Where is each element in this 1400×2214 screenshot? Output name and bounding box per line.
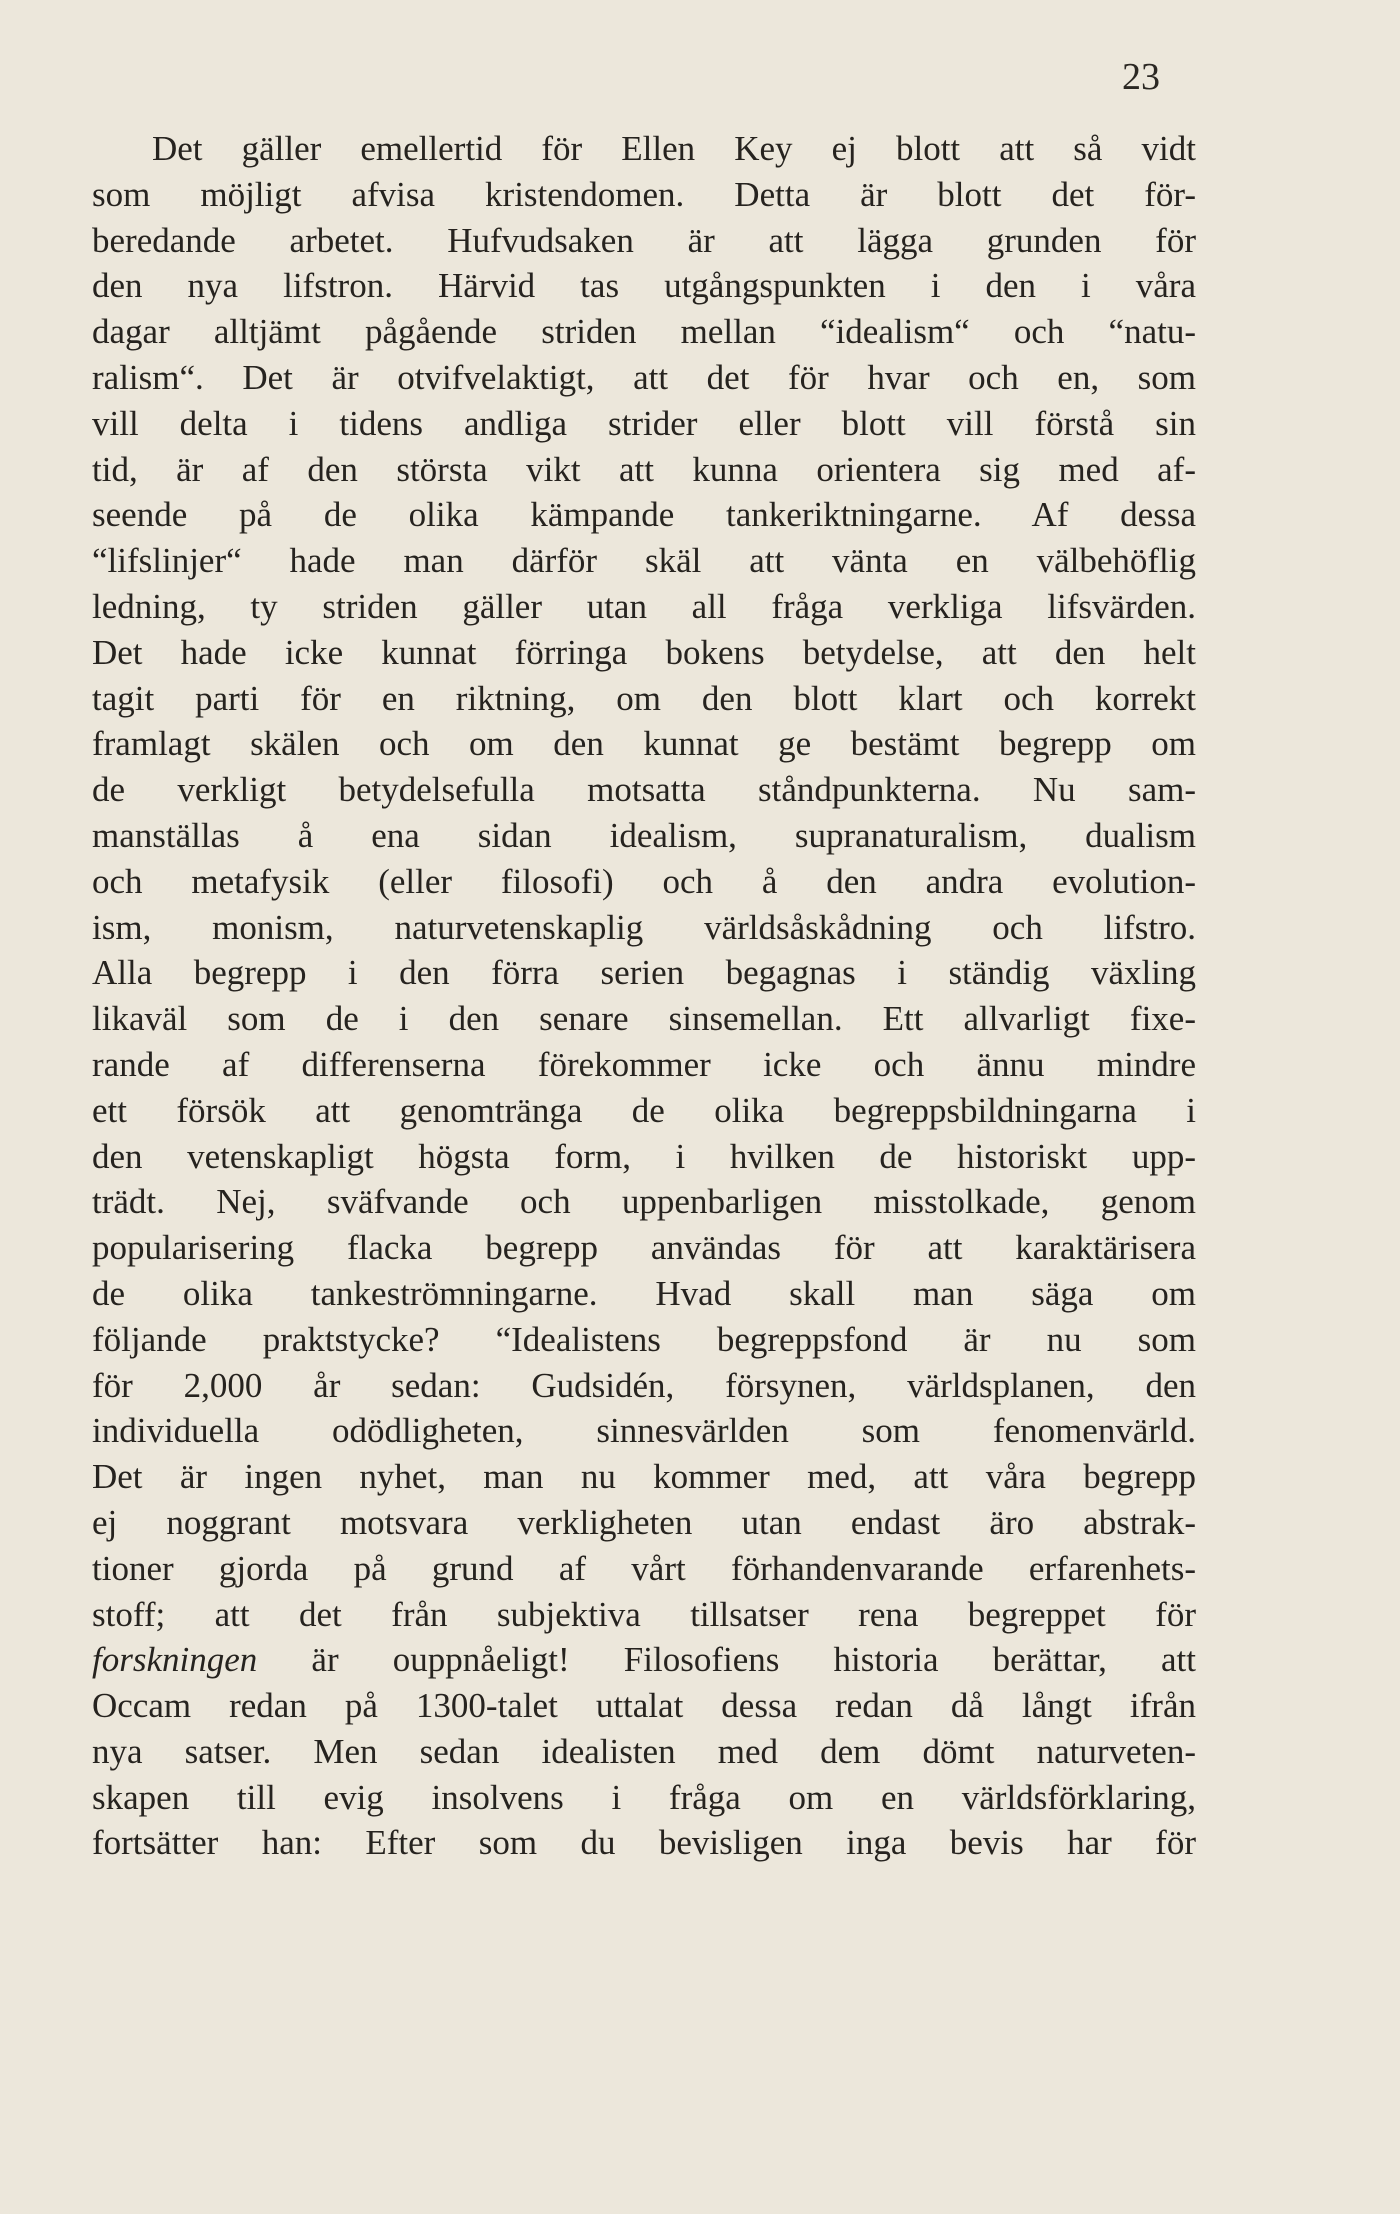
- text-line: ett försök att genomtränga de olika begreppsbildningarna i: [92, 1090, 1196, 1130]
- text-line: tid, är af den största vikt att kunna orientera sig med af-: [92, 449, 1196, 489]
- text-line: individuella odödligheten, sinnesvärlden som fenomenvärld.: [92, 1411, 1196, 1451]
- text-line: popularisering flacka begrepp användas för att karaktärisera: [92, 1228, 1196, 1268]
- text-line: manställas å ena sidan idealism, supranaturalism, dualism: [92, 815, 1196, 855]
- text-line: vill delta i tidens andliga strider eller blott vill förstå sin: [92, 403, 1196, 443]
- text-line: skapen till evig insolvens i fråga om en världsförklaring,: [92, 1777, 1196, 1817]
- text-line: seende på de olika kämpande tankeriktningarne. Af dessa: [92, 495, 1196, 535]
- text-line: för 2,000 år sedan: Gudsidén, försynen, världsplanen, den: [92, 1365, 1196, 1405]
- text-line: beredande arbetet. Hufvudsaken är att lägga grunden för: [92, 220, 1196, 260]
- text-line: de olika tankeströmningarne. Hvad skall man säga om: [92, 1273, 1196, 1313]
- text-line: stoff; att det från subjektiva tillsatser rena begreppet för: [92, 1594, 1196, 1634]
- text-line: dagar alltjämt pågående striden mellan “idealism“ och “natu-: [92, 312, 1196, 352]
- text-line: nya satser. Men sedan idealisten med dem dömt naturveten-: [92, 1731, 1196, 1771]
- text-line: trädt. Nej, sväfvande och uppenbarligen misstolkade, genom: [92, 1182, 1196, 1222]
- text-line: och metafysik (eller filosofi) och å den andra evolution-: [92, 861, 1196, 901]
- text-line: Det hade icke kunnat förringa bokens betydelse, att den helt: [92, 632, 1196, 672]
- text-line: Det gäller emellertid för Ellen Key ej blott att så vidt: [152, 129, 1196, 168]
- text-line: ism, monism, naturvetenskaplig världsåskådning och lifstro.: [92, 907, 1196, 947]
- text-line: “lifslinjer“ hade man därför skäl att vänta en välbehöflig: [92, 541, 1196, 581]
- page-number: 23: [1122, 56, 1160, 98]
- text-line: framlagt skälen och om den kunnat ge bestämt begrepp om: [92, 724, 1196, 764]
- text-line: rande af differenserna förekommer icke och ännu mindre: [92, 1044, 1196, 1084]
- text-line: tagit parti för en riktning, om den blott klart och korrekt: [92, 678, 1196, 718]
- text-line-italic: [92, 1637, 1196, 1683]
- text-line: följande praktstycke? “Idealistens begreppsfond är nu som: [92, 1319, 1196, 1359]
- text-line: fortsätter han: Efter som du bevisligen inga bevis har för: [92, 1823, 1196, 1863]
- text-line: ledning, ty striden gäller utan all fråga verkliga lifsvärden.: [92, 586, 1196, 626]
- text-line: tioner gjorda på grund af vårt förhandenvarande erfarenhets-: [92, 1548, 1196, 1588]
- italic-line-rest: är ouppnåeligt! Filosofiens historia berättar, att: [257, 1640, 1196, 1680]
- text-line: Alla begrepp i den förra serien begagnas i ständig växling: [92, 953, 1196, 993]
- text-line: den vetenskapligt högsta form, i hvilken de historiskt upp-: [92, 1136, 1196, 1176]
- text-line: den nya lifstron. Härvid tas utgångspunkten i den i våra: [92, 266, 1196, 306]
- text-line: Occam redan på 1300-talet uttalat dessa redan då långt ifrån: [92, 1686, 1196, 1726]
- text-line: de verkligt betydelsefulla motsatta ståndpunkterna. Nu sam-: [92, 770, 1196, 810]
- text-line: som möjligt afvisa kristendomen. Detta är blott det för-: [92, 174, 1196, 214]
- text-line: Det är ingen nyhet, man nu kommer med, att våra begrepp: [92, 1457, 1196, 1497]
- text-line: ralism“. Det är otvifvelaktigt, att det för hvar och en, som: [92, 357, 1196, 397]
- body-text: [92, 126, 1196, 1866]
- text-line: ej noggrant motsvara verkligheten utan endast äro abstrak-: [92, 1502, 1196, 1542]
- italic-word: forskningen: [92, 1640, 258, 1680]
- text-line: likaväl som de i den senare sinsemellan. Ett allvarligt fixe-: [92, 999, 1196, 1039]
